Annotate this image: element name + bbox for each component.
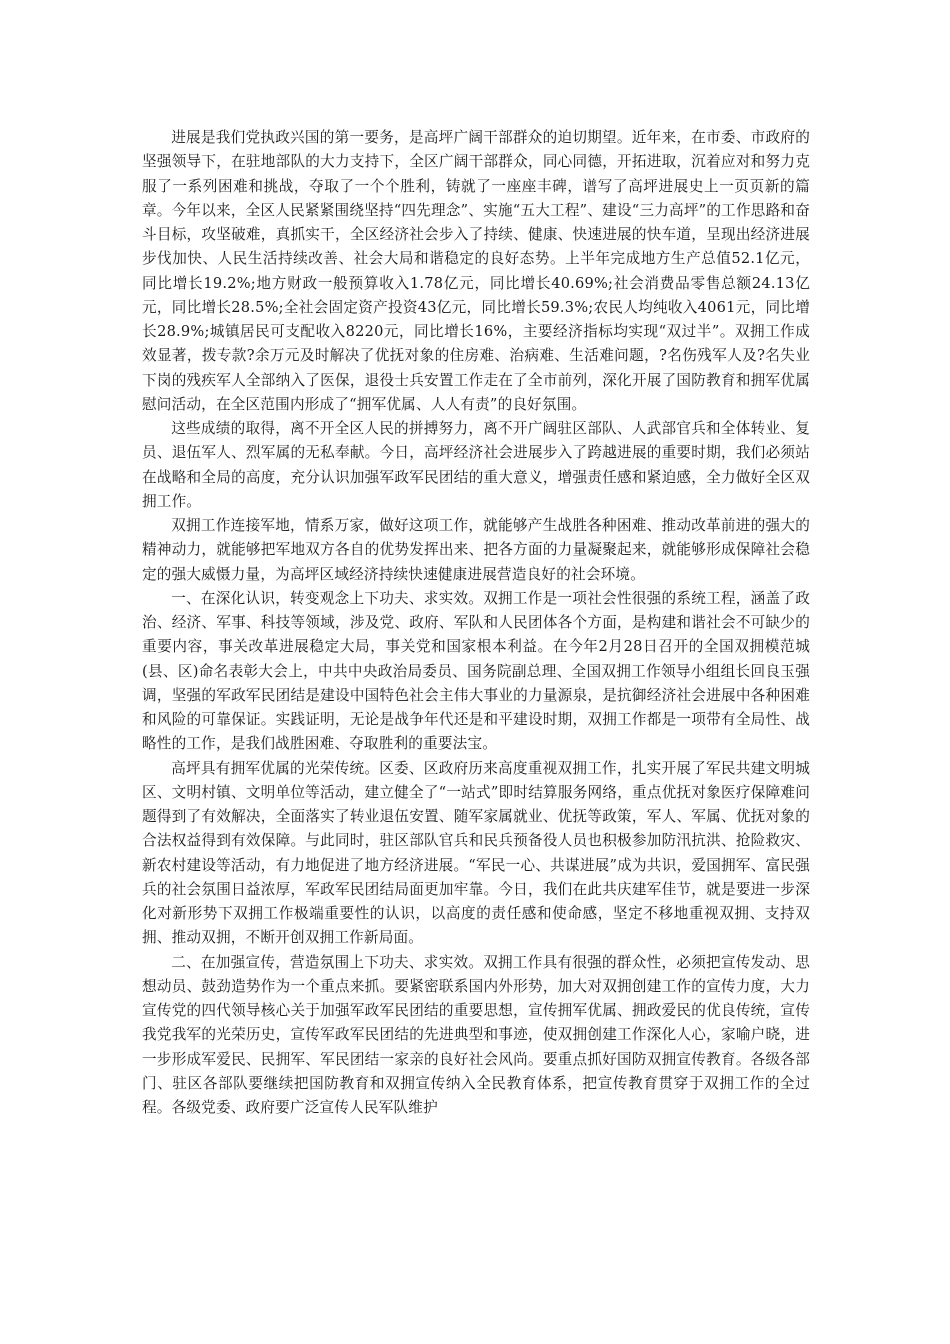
paragraph-4: 一、在深化认识，转变观念上下功夫、求实效。双拥工作是一项社会性很强的系统工程，涵盖了政治、经济、军事、科技等领域，涉及党、政府、军队和人民团体各个方面，是构建和谐社会不可缺少的重要内容，事关改革进展稳定大局，事关党和国家根本利益。在今年2月28日召开的全国双拥模范城(县、区)命名表彰大会上，中共中央政治局委员、国务院副总理、全国双拥工作领导小组组长回良玉强调，坚强的军政军民团结是建设中国特色社会主伟大事业的力量源泉，是抗御经济社会进展中各种困难和风险的可靠保证。实践证明，无论是战争年代还是和平建设时期，双拥工作都是一项带有全局性、战略性的工作，是我们战胜困难、夺取胜利的重要法宝。 bbox=[142, 589, 810, 753]
paragraph-2: 这些成绩的取得，离不开全区人民的拼搏努力，离不开广阔驻区部队、人武部官兵和全体转业、复员、退伍军人、烈军属的无私奉献。今日，高坪经济社会进展步入了跨越进展的重要时期，我们必须站在战略和全局的高度，充分认识加强军政军民团结的重大意义，增强责任感和紧迫感，全力做好全区双拥工作。 bbox=[142, 420, 810, 510]
paragraph-5: 高坪具有拥军优属的光荣传统。区委、区政府历来高度重视双拥工作，扎实开展了军民共建文明城区、文明村镇、文明单位等活动，建立健全了“一站式”即时结算服务网络，重点优抚对象医疗保障难问题得到了有效解决，全面落实了转业退伍安置、随军家属就业、优抚等政策，军人、军属、优抚对象的合法权益得到有效保障。与此同时，驻区部队官兵和民兵预备役人员也积极参加防汛抗洪、抢险救灾、新农村建设等活动，有力地促进了地方经济进展。“军民一心、共谋进展”成为共识，爱国拥军、富民强兵的社会氛围日益浓厚，军政军民团结局面更加牢靠。今日，我们在此共庆建军佳节，就是要进一步深化对新形势下双拥工作极端重要性的认识，以高度的责任感和使命感，坚定不移地重视双拥、支持双拥、推动双拥，不断开创双拥工作新局面。 bbox=[142, 759, 810, 947]
paragraph-6: 二、在加强宣传，营造氛围上下功夫、求实效。双拥工作具有很强的群众性，必须把宣传发动、思想动员、鼓劲造势作为一个重点来抓。要紧密联系国内外形势，加大对双拥创建工作的宣传力度，大力宣传党的四代领导核心关于加强军政军民团结的重要思想，宣传拥军优属、拥政爱民的优良传统，宣传我党我军的光荣历史，宣传军政军民团结的先进典型和事迹，使双拥创建工作深化人心，家喻户晓，进一步形成军爱民、民拥军、军民团结一家亲的良好社会风尚。要重点抓好国防双拥宣传教育。各级各部门、驻区各部队要继续把国防教育和双拥宣传纳入全民教育体系，把宣传教育贯穿于双拥工作的全过程。各级党委、政府要广泛宣传人民军队维护 bbox=[142, 953, 810, 1116]
paragraph-3: 双拥工作连接军地，情系万家，做好这项工作，就能够产生战胜各种困难、推动改革前进的强大的精神动力，就能够把军地双方各自的优势发挥出来、把各方面的力量凝聚起来，就能够形成保障社会稳定的强大威慑力量，为高坪区域经济持续快速健康进展营造良好的社会环境。 bbox=[142, 517, 810, 583]
document-body bbox=[142, 126, 810, 1120]
paragraph-1: 进展是我们党执政兴国的第一要务，是高坪广阔干部群众的迫切期望。近年来，在市委、市政府的坚强领导下，在驻地部队的大力支持下，全区广阔干部群众，同心同德，开拓进取，沉着应对和努力克服了一系列困难和挑战，夺取了一个个胜利，铸就了一座座丰碑，谱写了高坪进展史上一页页新的篇章。今年以来，全区人民紧紧围绕坚持“四先理念”、实施“五大工程”、建设“三力高坪”的工作思路和奋斗目标，攻坚破难，真抓实干，全区经济社会步入了持续、健康、快速进展的快车道，呈现出经济进展步伐加快、人民生活持续改善、社会大局和谐稳定的良好态势。上半年完成地方生产总值52.1亿元，同比增长19.2%;地方财政一般预算收入1.78亿元，同比增长40.69%;社会消费品零售总额24.13亿元，同比增长28.5%;全社会固定资产投资43亿元，同比增长59.3%;农民人均纯收入4061元，同比增长28.9%;城镇居民可支配收入8220元，同比增长16%，主要经济指标均实现“双过半”。双拥工作成效显著，拨专款?余万元及时解决了优抚对象的住房难、治病难、生活难问题，?名伤残军人及?名失业下岗的残疾军人全部纳入了医保，退役士兵安置工作走在了全市前列，深化开展了国防教育和拥军优属慰问活动，在全区范围内形成了“拥军优属、人人有责”的良好氛围。 bbox=[142, 129, 810, 413]
